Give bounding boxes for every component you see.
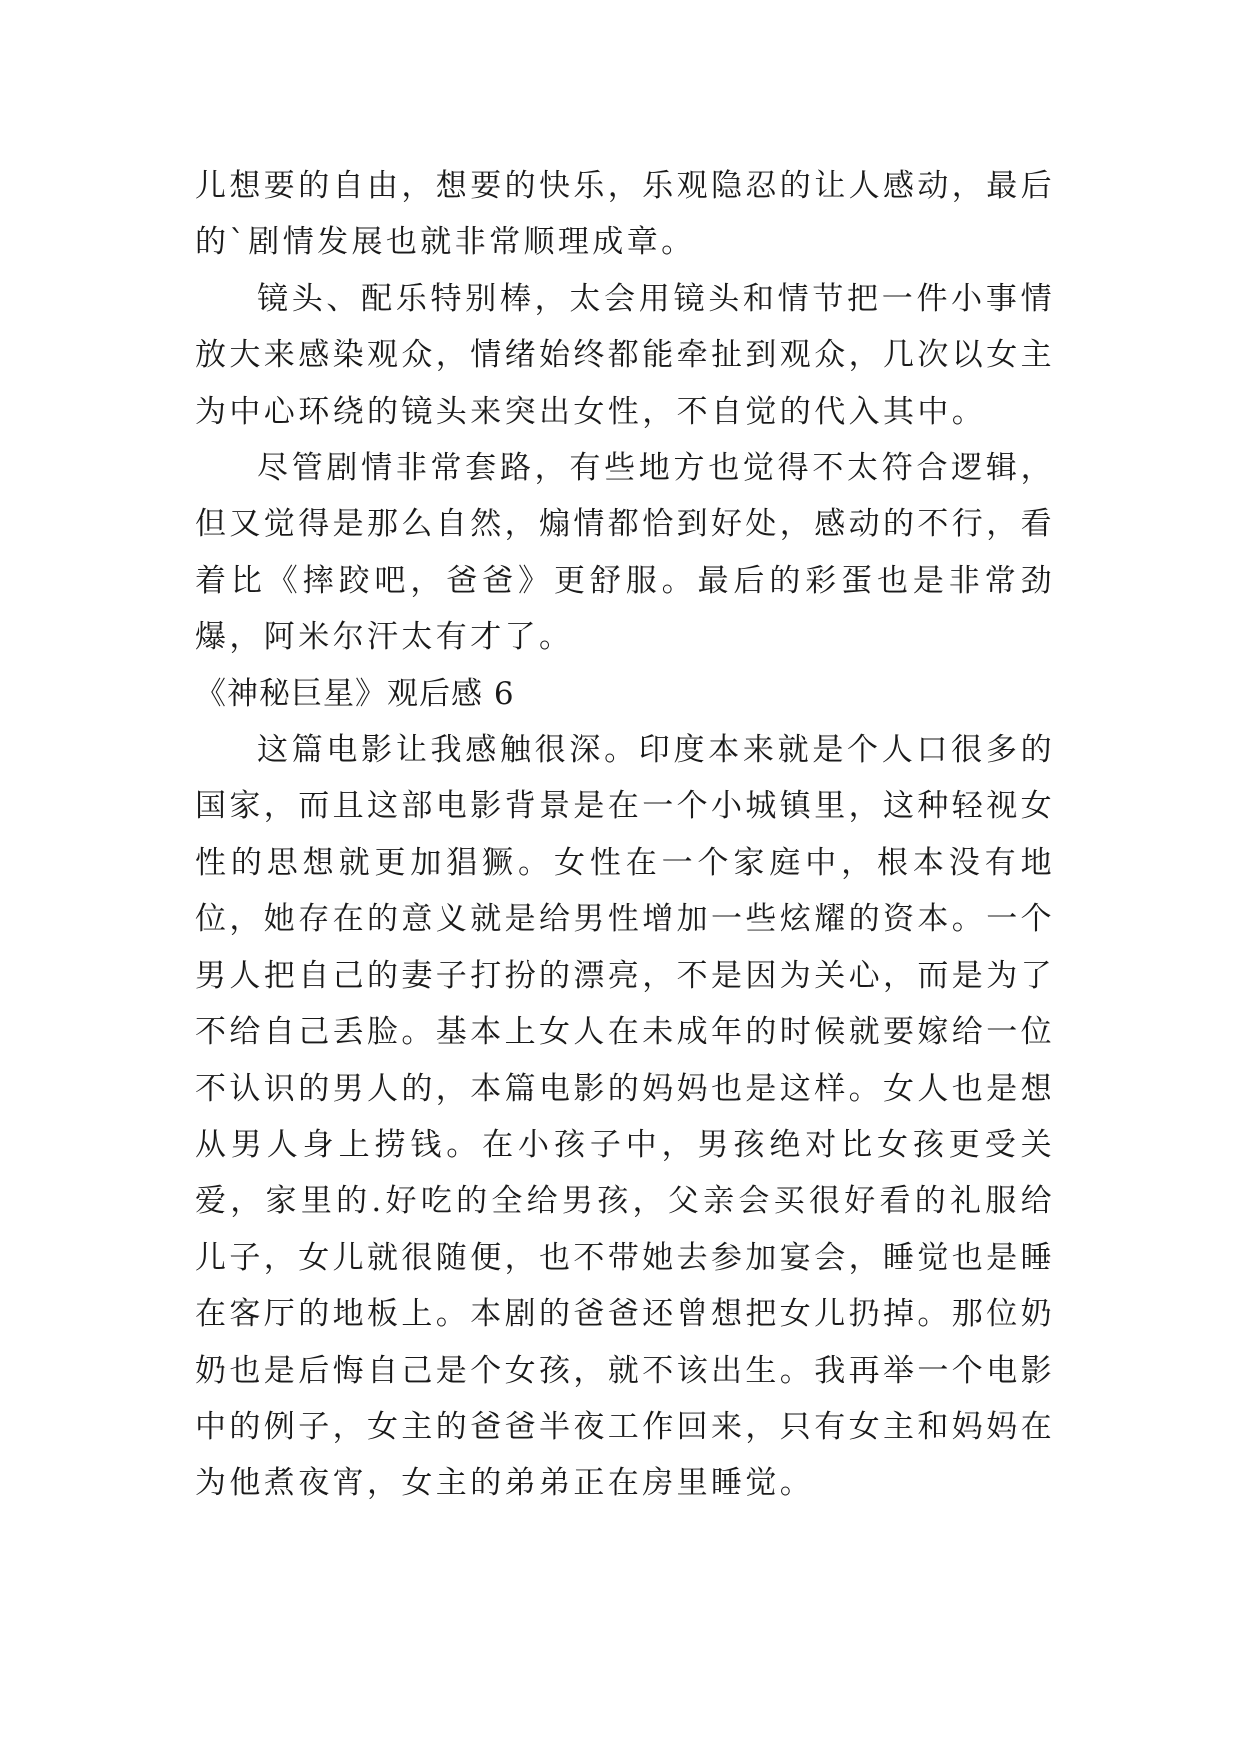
paragraph-continued: 儿想要的自由，想要的快乐，乐观隐忍的让人感动，最后的`剧情发展也就非常顺理成章。 [195,168,1055,261]
paragraph-camera-music: 镜头、配乐特别棒，太会用镜头和情节把一件小事情放大来感染观众，情绪始终都能牵扯到观众，几次以女主为中心环绕的镜头来突出女性，不自觉的代入其中。 [195,280,1055,430]
paragraph-essay-six: 这篇电影让我感触很深。印度本来就是个人口很多的国家，而且这部电影背景是在一个小城镇里，这种轻视女性的思想就更加猖獗。女性在一个家庭中，根本没有地位，她存在的意义就是给男性增加一些炫耀的资本。一个男人把自己的妻子打扮的漂亮，不是因为关心，而是为了不给自己丢脸。基本上女人在未成年的时候就要嫁给一位不认识的男人的，本篇电影的妈妈也是这样。女人也是想从男人身上捞钱。在小孩子中，男孩绝对比女孩更受关爱，家里的.好吃的全给男孩，父亲会买很好看的礼服给儿子，女儿就很随便，也不带她去参加宴会，睡觉也是睡在客厅的地板上。本剧的爸爸还曾想把女儿扔掉。那位奶奶也是后悔自己是个女孩，就不该出生。我再举一个电影中的例子，女主的爸爸半夜工作回来，只有女主和妈妈在为他煮夜宵，女主的弟弟正在房里睡觉。 [195,732,1055,1502]
section-title: 《神秘巨星》观后感 6 [195,675,515,712]
paragraph-plot-comment: 尽管剧情非常套路，有些地方也觉得不太符合逻辑，但又觉得是那么自然，煽情都恰到好处，感动的不行，看着比《摔跤吧，爸爸》更舒服。最后的彩蛋也是非常劲爆，阿米尔汗太有才了。 [195,450,1055,656]
document-body [195,158,1055,1512]
